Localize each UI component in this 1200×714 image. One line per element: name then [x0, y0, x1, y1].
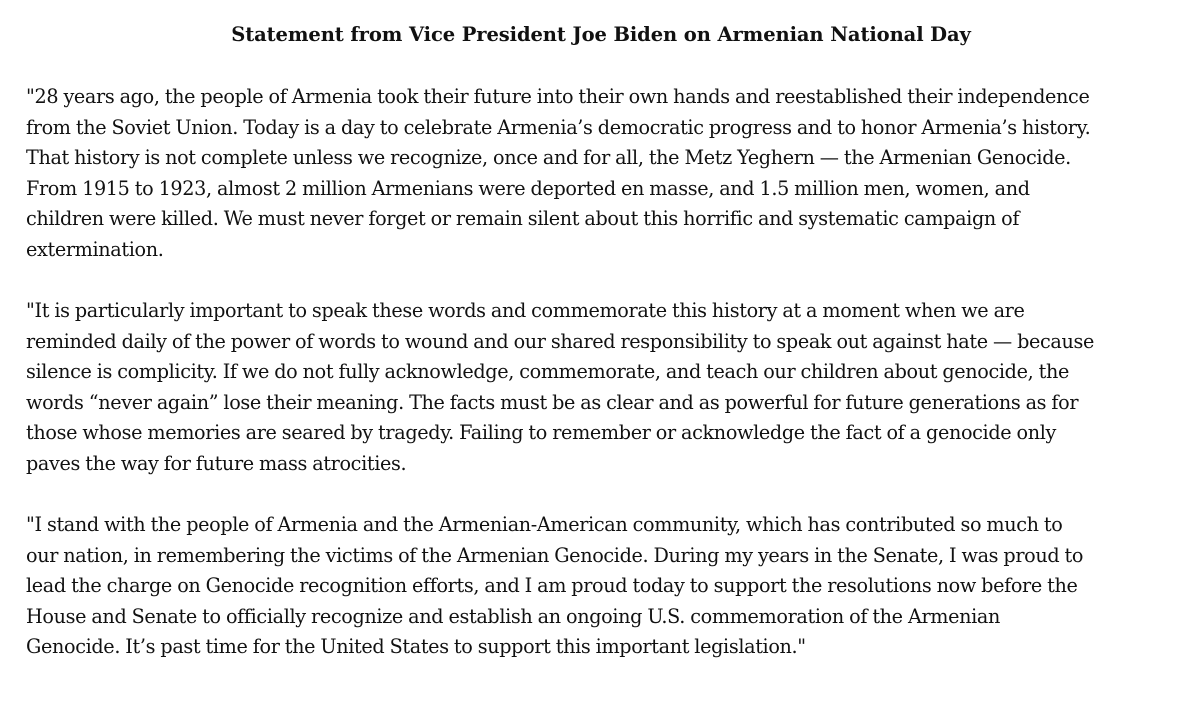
paragraph-line: our nation, in remembering the victims of the Armenian Genocide. During my years in the Senate, I was proud to — [26, 543, 1084, 567]
paragraph-line: "28 years ago, the people of Armenia took their future into their own hands and reestablished their independence — [26, 85, 1090, 108]
paragraph-line: House and Senate to officially recognize and establish an ongoing U.S. commemoration of the Armenian — [26, 604, 1001, 628]
paragraph-line: children were killed. We must never forget or remain silent about this horrific and systematic campaign of — [26, 207, 1020, 230]
statement-title: Statement from Vice President Joe Biden on Armenian National Day — [231, 23, 971, 46]
paragraph-line: paves the way for future mass atrocities. — [26, 451, 407, 475]
paragraph-line: from the Soviet Union. Today is a day to celebrate Armenia’s democratic progress and to honor Armenia’s history. — [26, 115, 1091, 139]
statement-paragraph-1 — [26, 82, 1176, 265]
paragraph-line: That history is not complete unless we recognize, once and for all, the Metz Yeghern — the Armenian Genocide. — [26, 146, 1071, 169]
paragraph-line: words “never again” lose their meaning. The facts must be as clear and as powerful for future generations as for — [26, 390, 1079, 414]
paragraph-line: "It is particularly important to speak these words and commemorate this history at a moment when we are — [26, 299, 1025, 322]
paragraph-line: Genocide. It’s past time for the United States to support this important legislation." — [26, 635, 806, 658]
paragraph-line: extermination. — [26, 237, 164, 261]
paragraph-line: those whose memories are seared by tragedy. Failing to remember or acknowledge the fact of a genocide only — [26, 421, 1057, 444]
paragraph-line: "I stand with the people of Armenia and the Armenian-American community, which has contributed so much to — [26, 513, 1063, 536]
paragraph-line: lead the charge on Genocide recognition efforts, and I am proud today to support the resolutions now before the — [26, 574, 1078, 597]
paragraph-line: silence is complicity. If we do not fully acknowledge, commemorate, and teach our children about genocide, the — [26, 360, 1069, 383]
statement-paragraph-2 — [26, 296, 1176, 479]
statement-paragraph-3 — [26, 510, 1176, 663]
paragraph-line: From 1915 to 1923, almost 2 million Armenians were deported en masse, and 1.5 million men, women, and — [26, 176, 1030, 200]
paragraph-line: reminded daily of the power of words to wound and our shared responsibility to speak out against hate — because — [26, 329, 1095, 353]
